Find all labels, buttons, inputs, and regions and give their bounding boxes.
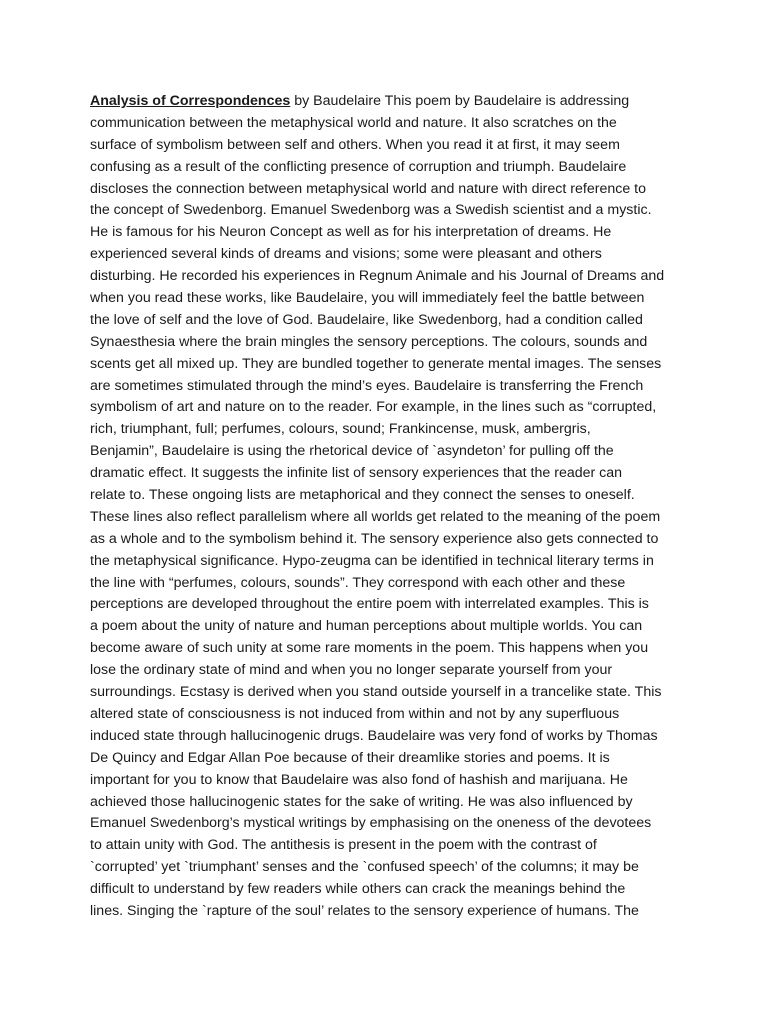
text-line: perceptions are developed throughout the entire poem with interrelated examples. This is: [90, 596, 649, 613]
text-line: experienced several kinds of dreams and visions; some were pleasant and others: [90, 246, 602, 263]
text-line: lose the ordinary state of mind and when you no longer separate yourself from your: [90, 662, 613, 679]
text-line: become aware of such unity at some rare moments in the poem. This happens when you: [90, 640, 649, 657]
text-line: communication between the metaphysical world and nature. It also scratches on the: [90, 114, 617, 131]
text-line: surface of symbolism between self and others. When you read it at first, it may seem: [90, 136, 620, 153]
text-line: dramatic effect. It suggests the infinite list of sensory experiences that the reader can: [90, 465, 623, 482]
text-line: confusing as a result of the conflicting presence of corruption and triumph. Baudelaire: [90, 158, 627, 175]
text-line: discloses the connection between metaphysical world and nature with direct reference to: [90, 180, 646, 197]
text-line: Synaesthesia where the brain mingles the sensory perceptions. The colours, sounds and: [90, 333, 648, 350]
text-line: lines. Singing the `rapture of the soul’ relates to the sensory experience of humans. The: [90, 902, 639, 919]
text-line: induced state through hallucinogenic drugs. Baudelaire was very fond of works by Thomas: [90, 727, 658, 744]
text-line: scents get all mixed up. They are bundled together to generate mental images. The senses: [90, 355, 662, 372]
text-line: surroundings. Ecstasy is derived when you stand outside yourself in a trancelike state. This: [90, 684, 662, 701]
text-line: relate to. These ongoing lists are metaphorical and they connect the senses to oneself.: [90, 487, 635, 504]
text-line: achieved those hallucinogenic states for the sake of writing. He was also influenced by: [90, 793, 633, 810]
body-text: [90, 91, 680, 923]
document-heading: Analysis of Correspondences: [90, 93, 291, 109]
text-line: are sometimes stimulated through the mind’s eyes. Baudelaire is transferring the French: [90, 377, 644, 394]
text-line: the line with “perfumes, colours, sounds”. They correspond with each other and these: [90, 574, 626, 591]
text-line: as a whole and to the symbolism behind it. The sensory experience also gets connected to: [90, 530, 659, 547]
text-line: symbolism of art and nature on to the reader. For example, in the lines such as “corrupted,: [90, 399, 657, 416]
text-line: He is famous for his Neuron Concept as well as for his interpretation of dreams. He: [90, 224, 612, 241]
text-line: Benjamin”, Baudelaire is using the rhetorical device of `asyndeton’ for pulling off the: [90, 443, 614, 460]
text-line: rich, triumphant, full; perfumes, colours, sound; Frankincense, musk, ambergris,: [90, 421, 591, 438]
text-line: altered state of consciousness is not induced from within and not by any superfluous: [90, 705, 620, 722]
text-line: the concept of Swedenborg. Emanuel Swedenborg was a Swedish scientist and a mystic.: [90, 202, 652, 219]
text-line: to attain unity with God. The antithesis is present in the poem with the contrast of: [90, 837, 597, 854]
first-line-text: by Baudelaire This poem by Baudelaire is addressing: [290, 93, 630, 109]
text-line: De Quincy and Edgar Allan Poe because of their dreamlike stories and poems. It is: [90, 749, 610, 766]
text-line: These lines also reflect parallelism where all worlds get related to the meaning of the poem: [90, 508, 661, 525]
text-line: the love of self and the love of God. Baudelaire, like Swedenborg, had a condition called: [90, 311, 643, 328]
text-line: the metaphysical significance. Hypo-zeugma can be identified in technical literary terms in: [90, 552, 654, 569]
text-line: Emanuel Swedenborg’s mystical writings by emphasising on the oneness of the devotees: [90, 815, 652, 832]
text-line: `corrupted’ yet `triumphant’ senses and the `confused speech’ of the columns; it may be: [90, 859, 639, 876]
text-line: difficult to understand by few readers while others can crack the meanings behind the: [90, 881, 626, 898]
first-line: [90, 91, 680, 113]
text-line: important for you to know that Baudelaire was also fond of hashish and marijuana. He: [90, 771, 628, 788]
text-line: disturbing. He recorded his experiences in Regnum Animale and his Journal of Dreams and: [90, 268, 665, 285]
text-line: a poem about the unity of nature and human perceptions about multiple worlds. You can: [90, 618, 643, 635]
text-line: when you read these works, like Baudelaire, you will immediately feel the battle between: [90, 290, 645, 307]
